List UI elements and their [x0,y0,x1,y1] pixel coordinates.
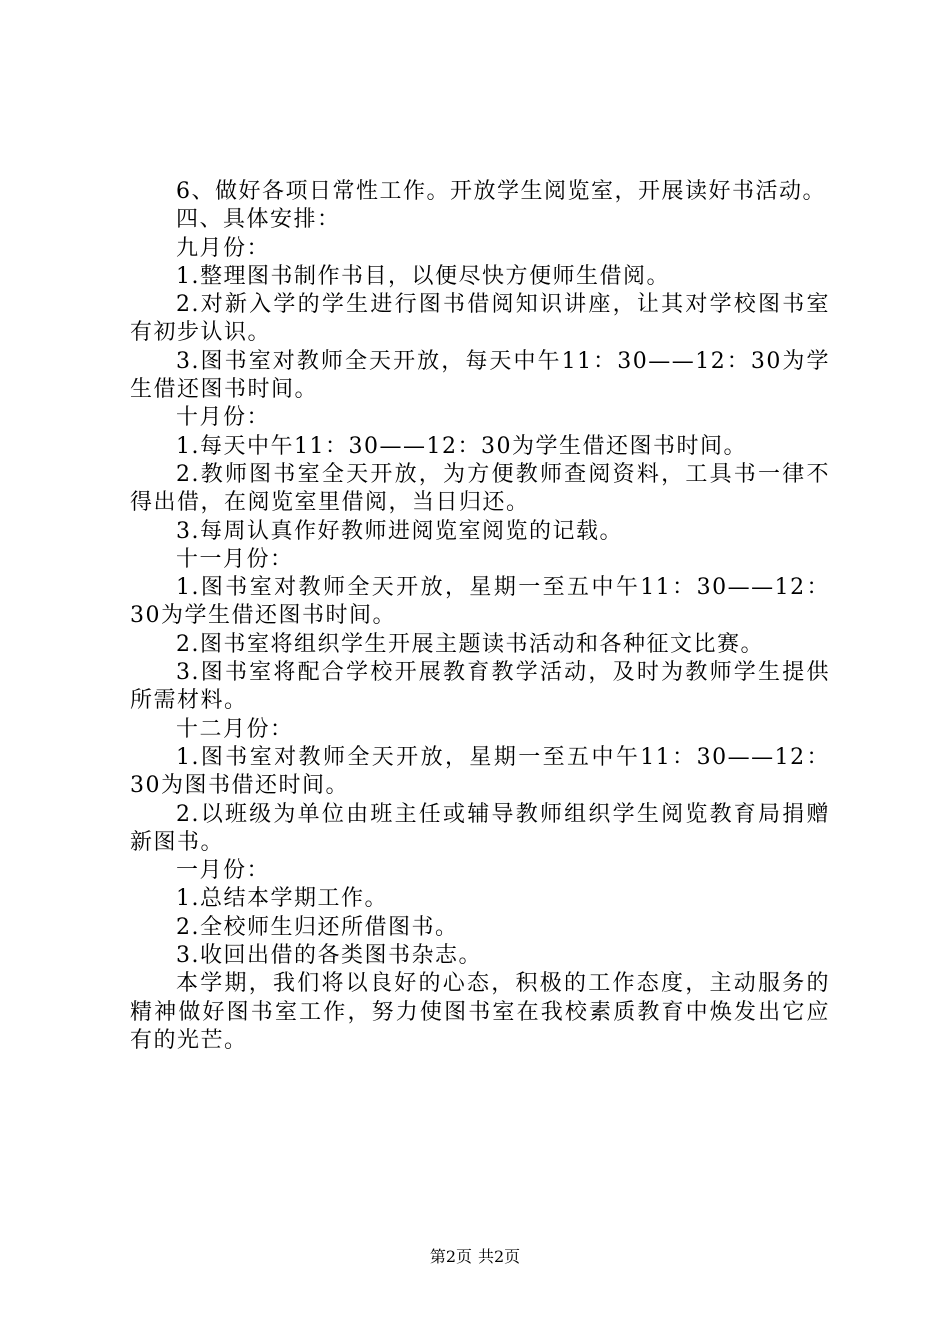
paragraph: 2.以班级为单位由班主任或辅导教师组织学生阅览教育局捐赠新图书。 [130,801,830,855]
document-body [130,178,830,1055]
month-heading: 十一月份： [176,546,294,572]
paragraph: 2.全校师生归还所借图书。 [176,914,459,940]
paragraph: 3.收回出借的各类图书杂志。 [176,943,482,969]
paragraph: 1.图书室对教师全天开放，星期一至五中午11：30——12：30为图书借还时间。 [130,744,830,799]
paragraph: 2.图书室将组织学生开展主题读书活动和各种征文比赛。 [176,631,764,657]
paragraph: 6、做好各项日常性工作。开放学生阅览室，开展读好书活动。 [176,179,826,204]
month-heading: 一月份： [176,858,271,884]
paragraph: 2.对新入学的学生进行图书借阅知识讲座，让其对学校图书室有初步认识。 [130,292,830,346]
page-footer [0,1244,950,1267]
total-pages-label: 共2页 [478,1247,521,1266]
paragraph: 3.每周认真作好教师进阅览室阅览的记载。 [176,518,623,544]
paragraph: 2.教师图书室全天开放，为方便教师查阅资料，工具书一律不得出借，在阅览室里借阅，当日归还。 [130,461,830,516]
section-heading: 四、具体安排： [176,207,341,233]
current-page-label: 第2页 [429,1247,472,1266]
paragraph: 1.图书室对教师全天开放，星期一至五中午11：30——12：30为学生借还图书时间。 [130,575,830,629]
paragraph: 1.总结本学期工作。 [176,886,388,912]
closing-paragraph: 本学期，我们将以良好的心态，积极的工作态度，主动服务的精神做好图书室工作，努力使图书室在我校素质教育中焕发出它应有的光芒。 [130,971,830,1053]
month-heading: 十二月份： [176,716,294,742]
paragraph: 1.整理图书制作书目，以便尽快方便师生借阅。 [176,263,670,289]
month-heading: 十月份： [176,405,271,431]
paragraph: 3.图书室将配合学校开展教育教学活动，及时为教师学生提供所需材料。 [130,660,830,714]
month-heading: 九月份： [176,235,271,261]
paragraph: 3.图书室对教师全天开放，每天中午11：30——12：30为学生借还图书时间。 [130,348,830,403]
paragraph: 1.每天中午11：30——12：30为学生借还图书时间。 [176,433,747,459]
